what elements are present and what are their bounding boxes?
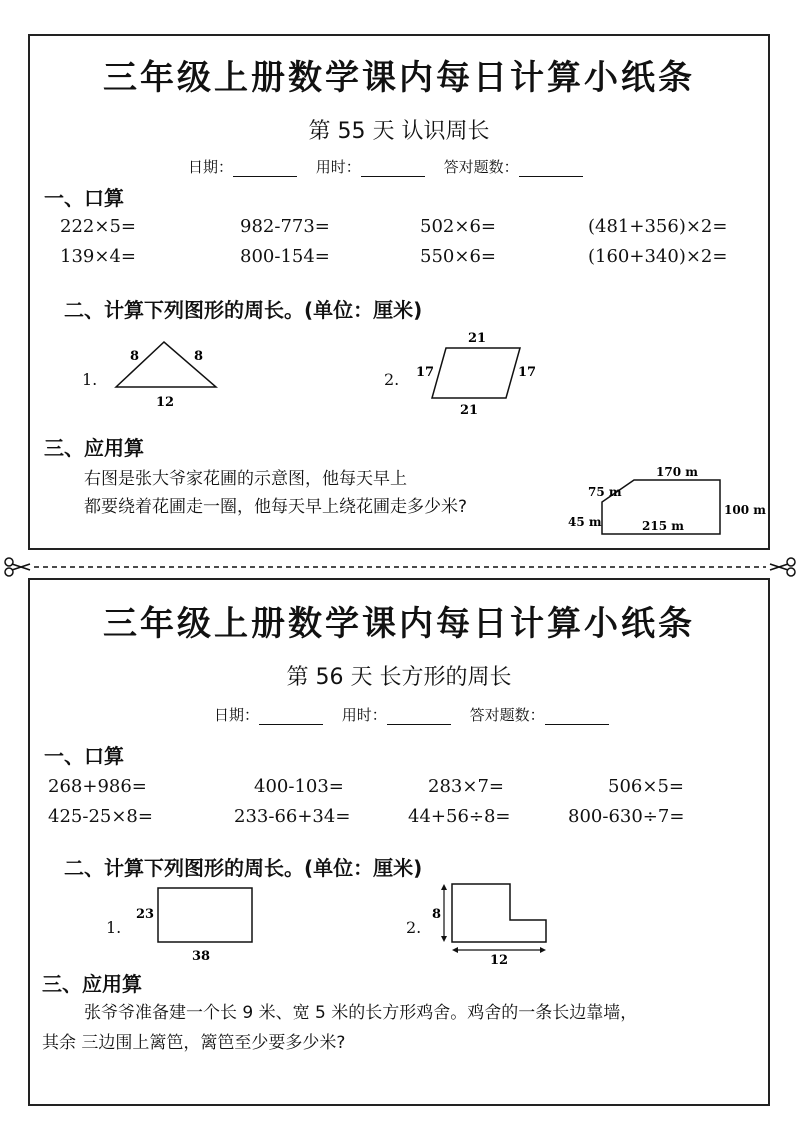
problem: 268+986= — [48, 776, 147, 797]
day-subtitle: 第 56 天 长方形的周长 — [286, 665, 512, 690]
worksheet-title: 三年级上册数学课内每日计算小纸条 — [103, 604, 695, 644]
garden-diagram — [564, 460, 769, 540]
problem: 44+56÷8= — [408, 806, 511, 827]
side-label: 8 — [432, 907, 442, 922]
figure-number: 1. — [82, 370, 98, 389]
problem: 222×5= — [60, 216, 136, 237]
problem: 550×6= — [420, 246, 496, 267]
application-text: 右图是张大爷家花圃的示意图，他每天早上 — [84, 469, 407, 489]
time-field — [361, 162, 425, 177]
side-label: 12 — [156, 395, 175, 410]
problem: 800-630÷7= — [568, 806, 685, 827]
triangle-figure — [108, 332, 228, 412]
problem: 233-66+34= — [234, 806, 351, 827]
side-label: 8 — [130, 349, 140, 364]
day-subtitle: 第 55 天 认识周长 — [308, 119, 490, 144]
correct-label: 答对题数： — [443, 158, 519, 176]
side-label: 215 m — [642, 519, 684, 533]
scissors-icon — [5, 558, 30, 576]
section-mental-math: 一、口算 — [44, 186, 124, 210]
side-label: 8 — [194, 349, 204, 364]
rectangle-figure — [130, 882, 260, 968]
date-field — [233, 162, 297, 177]
side-label: 75 m — [588, 485, 622, 499]
problem: 982-773= — [240, 216, 330, 237]
meta-line — [214, 704, 623, 725]
section-application: 三、应用算 — [44, 436, 144, 460]
correct-label: 答对题数： — [469, 706, 545, 724]
problem: 506×5= — [608, 776, 684, 797]
date-label: 日期： — [214, 706, 260, 724]
section-perimeter: 二、计算下列图形的周长。(单位：厘米) — [64, 298, 423, 322]
application-text: 张爷爷准备建一个长 9 米、宽 5 米的长方形鸡舍。鸡舍的一条长边靠墙， — [84, 1003, 638, 1023]
side-label: 38 — [192, 949, 211, 964]
problem: 425-25×8= — [48, 806, 153, 827]
cut-line — [0, 557, 800, 577]
side-label: 17 — [416, 365, 435, 380]
correct-field — [519, 162, 583, 177]
worksheet-day-55 — [28, 34, 770, 550]
worksheet-day-56 — [28, 578, 770, 1106]
section-application: 三、应用算 — [42, 972, 142, 996]
time-label: 用时： — [315, 158, 361, 176]
l-shape-figure — [430, 880, 560, 966]
time-label: 用时： — [341, 706, 387, 724]
problem: 800-154= — [240, 246, 330, 267]
problem: 283×7= — [428, 776, 504, 797]
problem: (160+340)×2= — [588, 246, 728, 267]
side-label: 45 m — [568, 515, 602, 529]
section-perimeter: 二、计算下列图形的周长。(单位：厘米) — [64, 856, 423, 880]
date-label: 日期： — [188, 158, 234, 176]
section-mental-math: 一、口算 — [44, 744, 124, 768]
side-label: 170 m — [656, 465, 698, 479]
side-label: 17 — [518, 365, 537, 380]
side-label: 100 m — [724, 503, 766, 517]
date-field — [259, 710, 323, 725]
figure-number: 1. — [106, 918, 122, 937]
problem: 502×6= — [420, 216, 496, 237]
figure-number: 2. — [406, 918, 422, 937]
meta-line — [188, 156, 597, 177]
correct-field — [545, 710, 609, 725]
problem: 400-103= — [254, 776, 344, 797]
figure-number: 2. — [384, 370, 400, 389]
application-text: 其余 三边围上篱笆，篱笆至少要多少米? — [42, 1033, 346, 1053]
worksheet-title: 三年级上册数学课内每日计算小纸条 — [103, 58, 695, 98]
time-field — [387, 710, 451, 725]
side-label: 12 — [490, 953, 509, 966]
scissors-icon — [770, 558, 795, 576]
parallelogram-figure — [406, 328, 546, 418]
side-label: 23 — [136, 907, 155, 922]
problem: 139×4= — [60, 246, 136, 267]
side-label: 21 — [460, 403, 479, 418]
problem: (481+356)×2= — [588, 216, 728, 237]
side-label: 21 — [468, 331, 487, 346]
application-text: 都要绕着花圃走一圈，他每天早上绕花圃走多少米? — [84, 497, 468, 517]
